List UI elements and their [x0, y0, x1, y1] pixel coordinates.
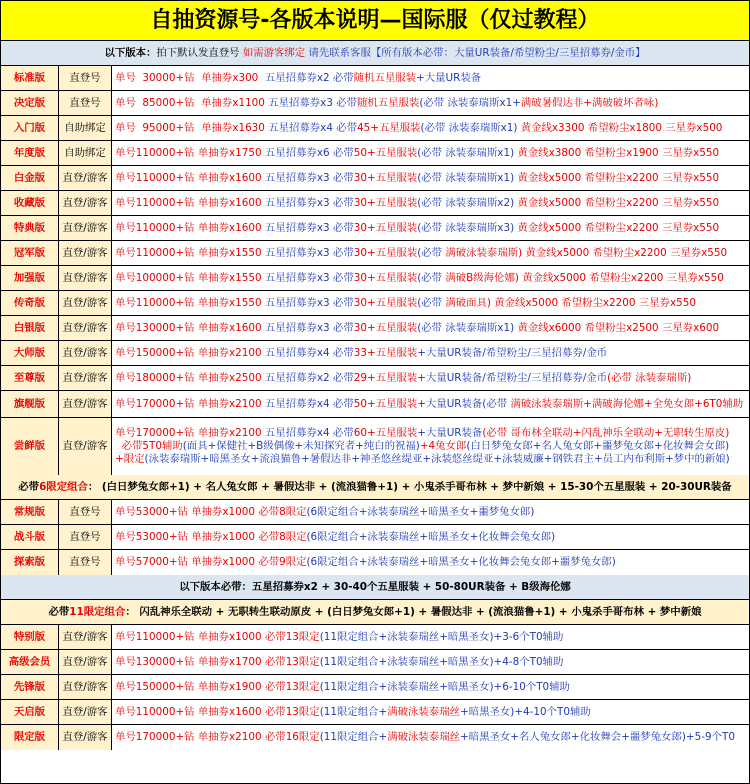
- version-details: [112, 391, 749, 417]
- intro-banner: [1, 41, 749, 66]
- text-segment: 单号110000+钻 单抽券x1600: [115, 196, 265, 209]
- text-segment: 单号130000+钻 单抽券x1700 必带13限定: [115, 655, 320, 668]
- text-segment: (11限定组合+: [319, 731, 388, 743]
- version-name: 战斗版: [1, 525, 59, 549]
- text-segment: 30+五星服装: [353, 171, 418, 184]
- account-type: 直登/游客: [59, 241, 112, 265]
- version-row: [1, 191, 749, 216]
- text-segment: 五星招募券x3 必带: [264, 296, 354, 309]
- version-details: [112, 166, 749, 190]
- text-segment: 必带8限定: [258, 530, 307, 543]
- text-segment: 黄金线x5000 希望粉尘x2200 三星券x550: [490, 296, 696, 309]
- version-name: 至尊版: [1, 366, 59, 390]
- account-type: 直登/游客: [59, 316, 112, 340]
- text-segment: 五星招募券x4 必带: [268, 121, 358, 134]
- text-segment: +4兔女郎: [419, 440, 467, 452]
- text-segment: 必带9限定: [258, 556, 307, 568]
- version-details: [112, 241, 749, 265]
- text-segment: 黄金线x3800 希望粉尘x1900 三星券x550: [517, 146, 720, 159]
- version-details: [112, 366, 749, 390]
- text-segment: 单号110000+钻 单抽券x1600: [115, 171, 265, 184]
- detail-line: [115, 427, 729, 440]
- account-type: 直登号: [59, 550, 112, 575]
- text-segment: 黄金线x5000 希望粉尘x2200 三星券x550: [518, 271, 724, 284]
- text-segment: +大量UR装备/希望粉尘/三星招募券/金币: [417, 346, 608, 359]
- text-segment: 单号53000+钻 单抽券x1000: [115, 530, 259, 543]
- text-segment: 五星招募券x6 必带: [264, 146, 354, 159]
- text-segment: (必带 哥布林全联动+闪乱神乐全联动+无职转生原皮): [482, 427, 730, 439]
- text-segment: 五星招募券x2 必带: [264, 371, 354, 384]
- combo-note-text: ： 闪乱神乐全联动 + 无职转生联动原皮 + (白日梦兔女郎+1) + 暑假达非 + (流浪猫鲁+1) + 小鬼杀手哥布林 + 梦中新娘: [125, 605, 702, 618]
- version-row: [1, 725, 749, 750]
- text-segment: 五星招募券x3 必带: [264, 196, 354, 209]
- text-segment: 满破暑假达非+满破破坏者咏): [520, 96, 659, 109]
- text-segment: 必带8限定: [258, 505, 307, 518]
- text-segment: +3-6个T0辅助: [493, 630, 564, 643]
- text-segment: 30+五星服装: [353, 196, 418, 209]
- version-name: 高级会员: [1, 650, 59, 674]
- text-segment: (必带 泳装泰瑞斯x1): [417, 171, 518, 184]
- text-segment: 30+五星服装: [353, 271, 418, 284]
- version-row: [1, 291, 749, 316]
- text-segment: +大量UR装备(必带: [417, 397, 511, 410]
- version-details: [112, 650, 749, 674]
- version-row: [1, 500, 749, 525]
- account-type: 直登/游客: [59, 675, 112, 699]
- text-segment: 满破B级海伦娜): [445, 271, 519, 284]
- text-segment: 单号57000+钻 单抽券x1000: [115, 556, 259, 568]
- version-name: 天启版: [1, 700, 59, 724]
- text-segment: 满破泳装泰瑞丝: [387, 705, 460, 718]
- text-segment: 五星招募券x4 必带: [264, 397, 354, 410]
- text-segment: 30+五星服装: [353, 221, 418, 234]
- version-name: 收藏版: [1, 191, 59, 215]
- account-type: 直登号: [59, 500, 112, 524]
- text-segment: 黄金线x5000 希望粉尘x2200 三星券x550: [517, 196, 720, 209]
- text-segment: 单号180000+钻 单抽券x2500: [115, 371, 265, 384]
- text-segment: 五星招募券x3 必带: [264, 321, 354, 334]
- account-type: 直登/游客: [59, 266, 112, 290]
- version-details: [112, 266, 749, 290]
- account-type: 直登/游客: [59, 341, 112, 365]
- version-name: 冠军版: [1, 241, 59, 265]
- text-segment: 33+五星服装: [353, 346, 418, 359]
- text-segment: 黄金线x5000 希望粉尘x2200 三星券x550: [517, 221, 720, 234]
- version-row: [1, 550, 749, 575]
- version-details: [112, 291, 749, 315]
- version-name: 白金版: [1, 166, 59, 190]
- text-segment: 60+五星服装: [353, 427, 418, 439]
- text-segment: +暗黑圣女+名人兔女郎+化妆舞会+噩梦兔女郎): [459, 731, 686, 743]
- combo-note-6: [1, 475, 749, 500]
- text-segment: 单号110000+钻 单抽券x1750: [115, 146, 265, 159]
- section-header-2-text: 以下版本必带：五星招募券x2 + 30-40个五星服装 + 50-80UR装备 + B级海伦娜: [179, 580, 571, 593]
- text-segment: +5-9个T0: [685, 731, 735, 743]
- version-row: [1, 700, 749, 725]
- version-details: [112, 418, 749, 475]
- text-segment: (必带 泳装泰瑞斯x1): [417, 321, 518, 334]
- version-name: 加强版: [1, 266, 59, 290]
- text-segment: +4-8个T0辅助: [493, 655, 564, 668]
- detail-line: [115, 453, 730, 466]
- version-table-3: [1, 625, 749, 750]
- text-segment: 必带5T0辅助: [115, 440, 183, 452]
- text-segment: 单号170000+钻 单抽券x2100 必带16限定: [115, 731, 320, 743]
- text-segment: (必带: [417, 296, 446, 309]
- text-segment: +大量UR装备: [417, 427, 483, 439]
- intro-lead: 以下版本：: [104, 46, 157, 59]
- account-type: 直登/游客: [59, 166, 112, 190]
- text-segment: (必带: [417, 271, 446, 284]
- combo-note-text: ： (白日梦兔女郎+1) + 名人兔女郎 + 暑假达非 + (流浪猫鲁+1) + 小鬼杀手哥布林 + 梦中新娘 + 15-30个五星服装 + 20-30UR装备: [87, 480, 732, 493]
- version-row: [1, 418, 749, 475]
- version-row: [1, 366, 749, 391]
- version-details: [112, 700, 749, 724]
- detail-line: [115, 440, 729, 453]
- text-segment: 随机五星服装: [353, 71, 417, 84]
- account-type: 自助绑定: [59, 116, 112, 140]
- text-segment: (6限定组合+泳装泰瑞丝+暗黑圣女+噩梦兔女郎): [306, 505, 535, 518]
- combo-note-lead: 必带: [48, 605, 70, 618]
- version-name: 限定版: [1, 725, 59, 750]
- text-segment: 五星招募券x3 必带: [264, 271, 354, 284]
- text-segment: 五星招募券x3 必带: [264, 246, 354, 259]
- version-details: [112, 141, 749, 165]
- version-name: 常规版: [1, 500, 59, 524]
- account-type: 自助绑定: [59, 141, 112, 165]
- text-segment: (必带 泳装泰瑞斯x3): [417, 221, 518, 234]
- text-segment: 单号53000+钻 单抽券x1000: [115, 505, 259, 518]
- combo-note-highlight: 6限定组合: [39, 480, 88, 493]
- text-segment: 50+五星服装: [353, 146, 418, 159]
- account-type: 直登/游客: [59, 216, 112, 240]
- version-details: [112, 216, 749, 240]
- version-name: 特典版: [1, 216, 59, 240]
- text-segment: 单号 30000+钻 单抽券x300: [115, 71, 265, 84]
- text-segment: 30+五星服装: [353, 321, 418, 334]
- version-details: [112, 525, 749, 549]
- text-segment: 如需游客绑定: [242, 46, 306, 59]
- text-segment: (必带: [417, 246, 446, 259]
- version-row: [1, 525, 749, 550]
- version-row: [1, 316, 749, 341]
- account-type: 直登/游客: [59, 191, 112, 215]
- text-segment: (泳装泰瑞斯+暗黑圣女+流浪猫鲁+暑假达非+神圣悠丝缇亚+泳装悠丝缇亚+泳装威廉+钢铁君主+员工内布利斯+梦中的新娘): [144, 453, 730, 465]
- version-row: [1, 141, 749, 166]
- account-type: 直登/游客: [59, 725, 112, 750]
- version-name: 年度版: [1, 141, 59, 165]
- text-segment: 单号110000+钻 单抽券x1600: [115, 221, 265, 234]
- version-name: 决定版: [1, 91, 59, 115]
- text-segment: 随机五星服装: [357, 96, 420, 109]
- text-segment: 五星招募券x2 必带: [264, 71, 354, 84]
- text-segment: +大量UR装备: [416, 71, 482, 84]
- text-segment: 满破泳装泰瑞斯+满破海伦娜+全免女郎+6T0辅助: [510, 397, 744, 410]
- version-row: [1, 266, 749, 291]
- text-segment: (面具+保健社+B级偶像+未知探究者+纯白的祝福): [182, 440, 420, 452]
- version-row: [1, 391, 749, 418]
- text-segment: +暗黑圣女): [459, 705, 515, 718]
- version-details: [112, 550, 749, 575]
- combo-note-highlight: 11限定组合: [69, 605, 126, 618]
- version-name: 旗舰版: [1, 391, 59, 417]
- text-segment: 30+五星服装: [353, 296, 418, 309]
- text-segment: +6-10个T0辅助: [493, 680, 570, 693]
- version-name: 入门版: [1, 116, 59, 140]
- version-row: [1, 116, 749, 141]
- account-type: 直登/游客: [59, 291, 112, 315]
- text-segment: 黄金线x3300 希望粉尘x1800 三星券x500: [520, 121, 723, 134]
- version-row: [1, 166, 749, 191]
- version-row: [1, 91, 749, 116]
- version-row: [1, 650, 749, 675]
- text-segment: (11限定组合+泳装泰瑞丝+暗黑圣女): [319, 655, 494, 668]
- combo-note-lead: 必带: [18, 480, 40, 493]
- version-row: [1, 216, 749, 241]
- text-segment: 50+五星服装: [353, 397, 418, 410]
- account-type: 直登/游客: [59, 625, 112, 649]
- account-type: 直登号: [59, 66, 112, 90]
- version-row: [1, 675, 749, 700]
- version-details: [112, 191, 749, 215]
- version-table-1: [1, 66, 749, 475]
- text-segment: (必带 泳装泰瑞斯x1): [420, 121, 521, 134]
- version-name: 白银版: [1, 316, 59, 340]
- text-segment: 单号110000+钻 单抽券x1550: [115, 296, 265, 309]
- text-segment: +4-10个T0辅助: [514, 705, 591, 718]
- text-segment: 单号110000+钻 单抽券x1600 必带13限定: [115, 705, 320, 718]
- text-segment: 单号 85000+钻 单抽券x1100: [115, 96, 269, 109]
- version-row: [1, 625, 749, 650]
- text-segment: 满破泳装泰瑞丝: [387, 731, 460, 743]
- version-details: [112, 341, 749, 365]
- text-segment: (白日梦兔女郎+名人兔女郎+噩梦兔女郎+化妆舞会女郎): [466, 440, 730, 452]
- text-segment: 单号110000+钻 单抽券x1550: [115, 246, 265, 259]
- text-segment: 单号150000+钻 单抽券x2100: [115, 346, 265, 359]
- text-segment: 单号170000+钻 单抽券x2100: [115, 427, 265, 439]
- text-segment: 黄金线x5000 希望粉尘x2200 三星券x550: [517, 171, 720, 184]
- text-segment: 单号100000+钻 单抽券x1550: [115, 271, 265, 284]
- text-segment: 黄金线x6000 希望粉尘x2500 三星券x600: [517, 321, 720, 334]
- text-segment: (6限定组合+泳装泰瑞丝+暗黑圣女+化妆舞会兔女郎): [306, 530, 556, 543]
- intro-text: [156, 47, 645, 60]
- text-segment: 请先联系客服【所有版本必带：大量UR装备/希望粉尘/三星招募券/金币】: [305, 46, 646, 59]
- account-type: 直登/游客: [59, 650, 112, 674]
- section-header-2: [1, 575, 749, 600]
- text-segment: (必带 泳装泰瑞斯x1+: [419, 96, 521, 109]
- text-segment: 满破泳装泰瑞斯): [445, 246, 523, 259]
- version-details: [112, 725, 749, 750]
- text-segment: (11限定组合+: [319, 705, 388, 718]
- version-details: [112, 66, 749, 90]
- text-segment: (6限定组合+泳装泰瑞丝+暗黑圣女+化妆舞会兔女郎+噩梦兔女郎): [306, 556, 616, 568]
- version-row: [1, 341, 749, 366]
- account-type: 直登号: [59, 525, 112, 549]
- text-segment: 拍下默认发直登号: [156, 46, 243, 59]
- text-segment: +限定: [115, 453, 145, 465]
- text-segment: (11限定组合+泳装泰瑞丝+暗黑圣女): [319, 680, 494, 693]
- text-segment: 单号170000+钻 单抽券x2100: [115, 397, 265, 410]
- version-details: [112, 500, 749, 524]
- text-segment: (必带 泳装泰瑞斯): [607, 371, 692, 384]
- text-segment: 29+五星服装: [353, 371, 418, 384]
- combo-note-11: [1, 600, 749, 625]
- version-name: 特别版: [1, 625, 59, 649]
- version-details: [112, 625, 749, 649]
- version-row: [1, 66, 749, 91]
- text-segment: 单号130000+钻 单抽券x1600: [115, 321, 265, 334]
- account-type: 直登号: [59, 91, 112, 115]
- version-name: 大师版: [1, 341, 59, 365]
- version-details: [112, 91, 749, 115]
- version-name: 先锋版: [1, 675, 59, 699]
- page-title: 自抽资源号-各版本说明—国际服（仅过教程）: [1, 1, 749, 41]
- text-segment: 五星招募券x3 必带: [268, 96, 358, 109]
- text-segment: +大量UR装备/希望粉尘/三星招募券/金币: [417, 371, 608, 384]
- version-name: 探索版: [1, 550, 59, 575]
- text-segment: (必带 泳装泰瑞斯x2): [417, 196, 518, 209]
- text-segment: 单号150000+钻 单抽券x1900 必带13限定: [115, 680, 320, 693]
- version-details: [112, 675, 749, 699]
- version-details: [112, 316, 749, 340]
- text-segment: 黄金线x5000 希望粉尘x2200 三星券x550: [522, 246, 728, 259]
- account-type: 直登/游客: [59, 366, 112, 390]
- version-name: 传奇版: [1, 291, 59, 315]
- text-segment: 五星招募券x4 必带: [264, 346, 354, 359]
- text-segment: (11限定组合+泳装泰瑞丝+暗黑圣女): [319, 630, 494, 643]
- account-type: 直登/游客: [59, 418, 112, 475]
- text-segment: 30+五星服装: [353, 246, 418, 259]
- text-segment: 满破面具): [445, 296, 491, 309]
- version-name: 标准版: [1, 66, 59, 90]
- text-segment: 单号110000+钻 单抽券x1000 必带13限定: [115, 630, 320, 643]
- text-segment: 单号 95000+钻 单抽券x1630: [115, 121, 269, 134]
- version-row: [1, 241, 749, 266]
- text-segment: 五星招募券x4 必带: [264, 427, 354, 439]
- text-segment: 五星招募券x3 必带: [264, 221, 354, 234]
- text-segment: 45+五星服装: [357, 121, 421, 134]
- account-type: 直登/游客: [59, 391, 112, 417]
- account-type: 直登/游客: [59, 700, 112, 724]
- text-segment: 五星招募券x3 必带: [264, 171, 354, 184]
- version-details: [112, 116, 749, 140]
- version-table-2: [1, 500, 749, 575]
- text-segment: (必带 泳装泰瑞斯x1): [417, 146, 518, 159]
- version-name: 尝鲜版: [1, 418, 59, 475]
